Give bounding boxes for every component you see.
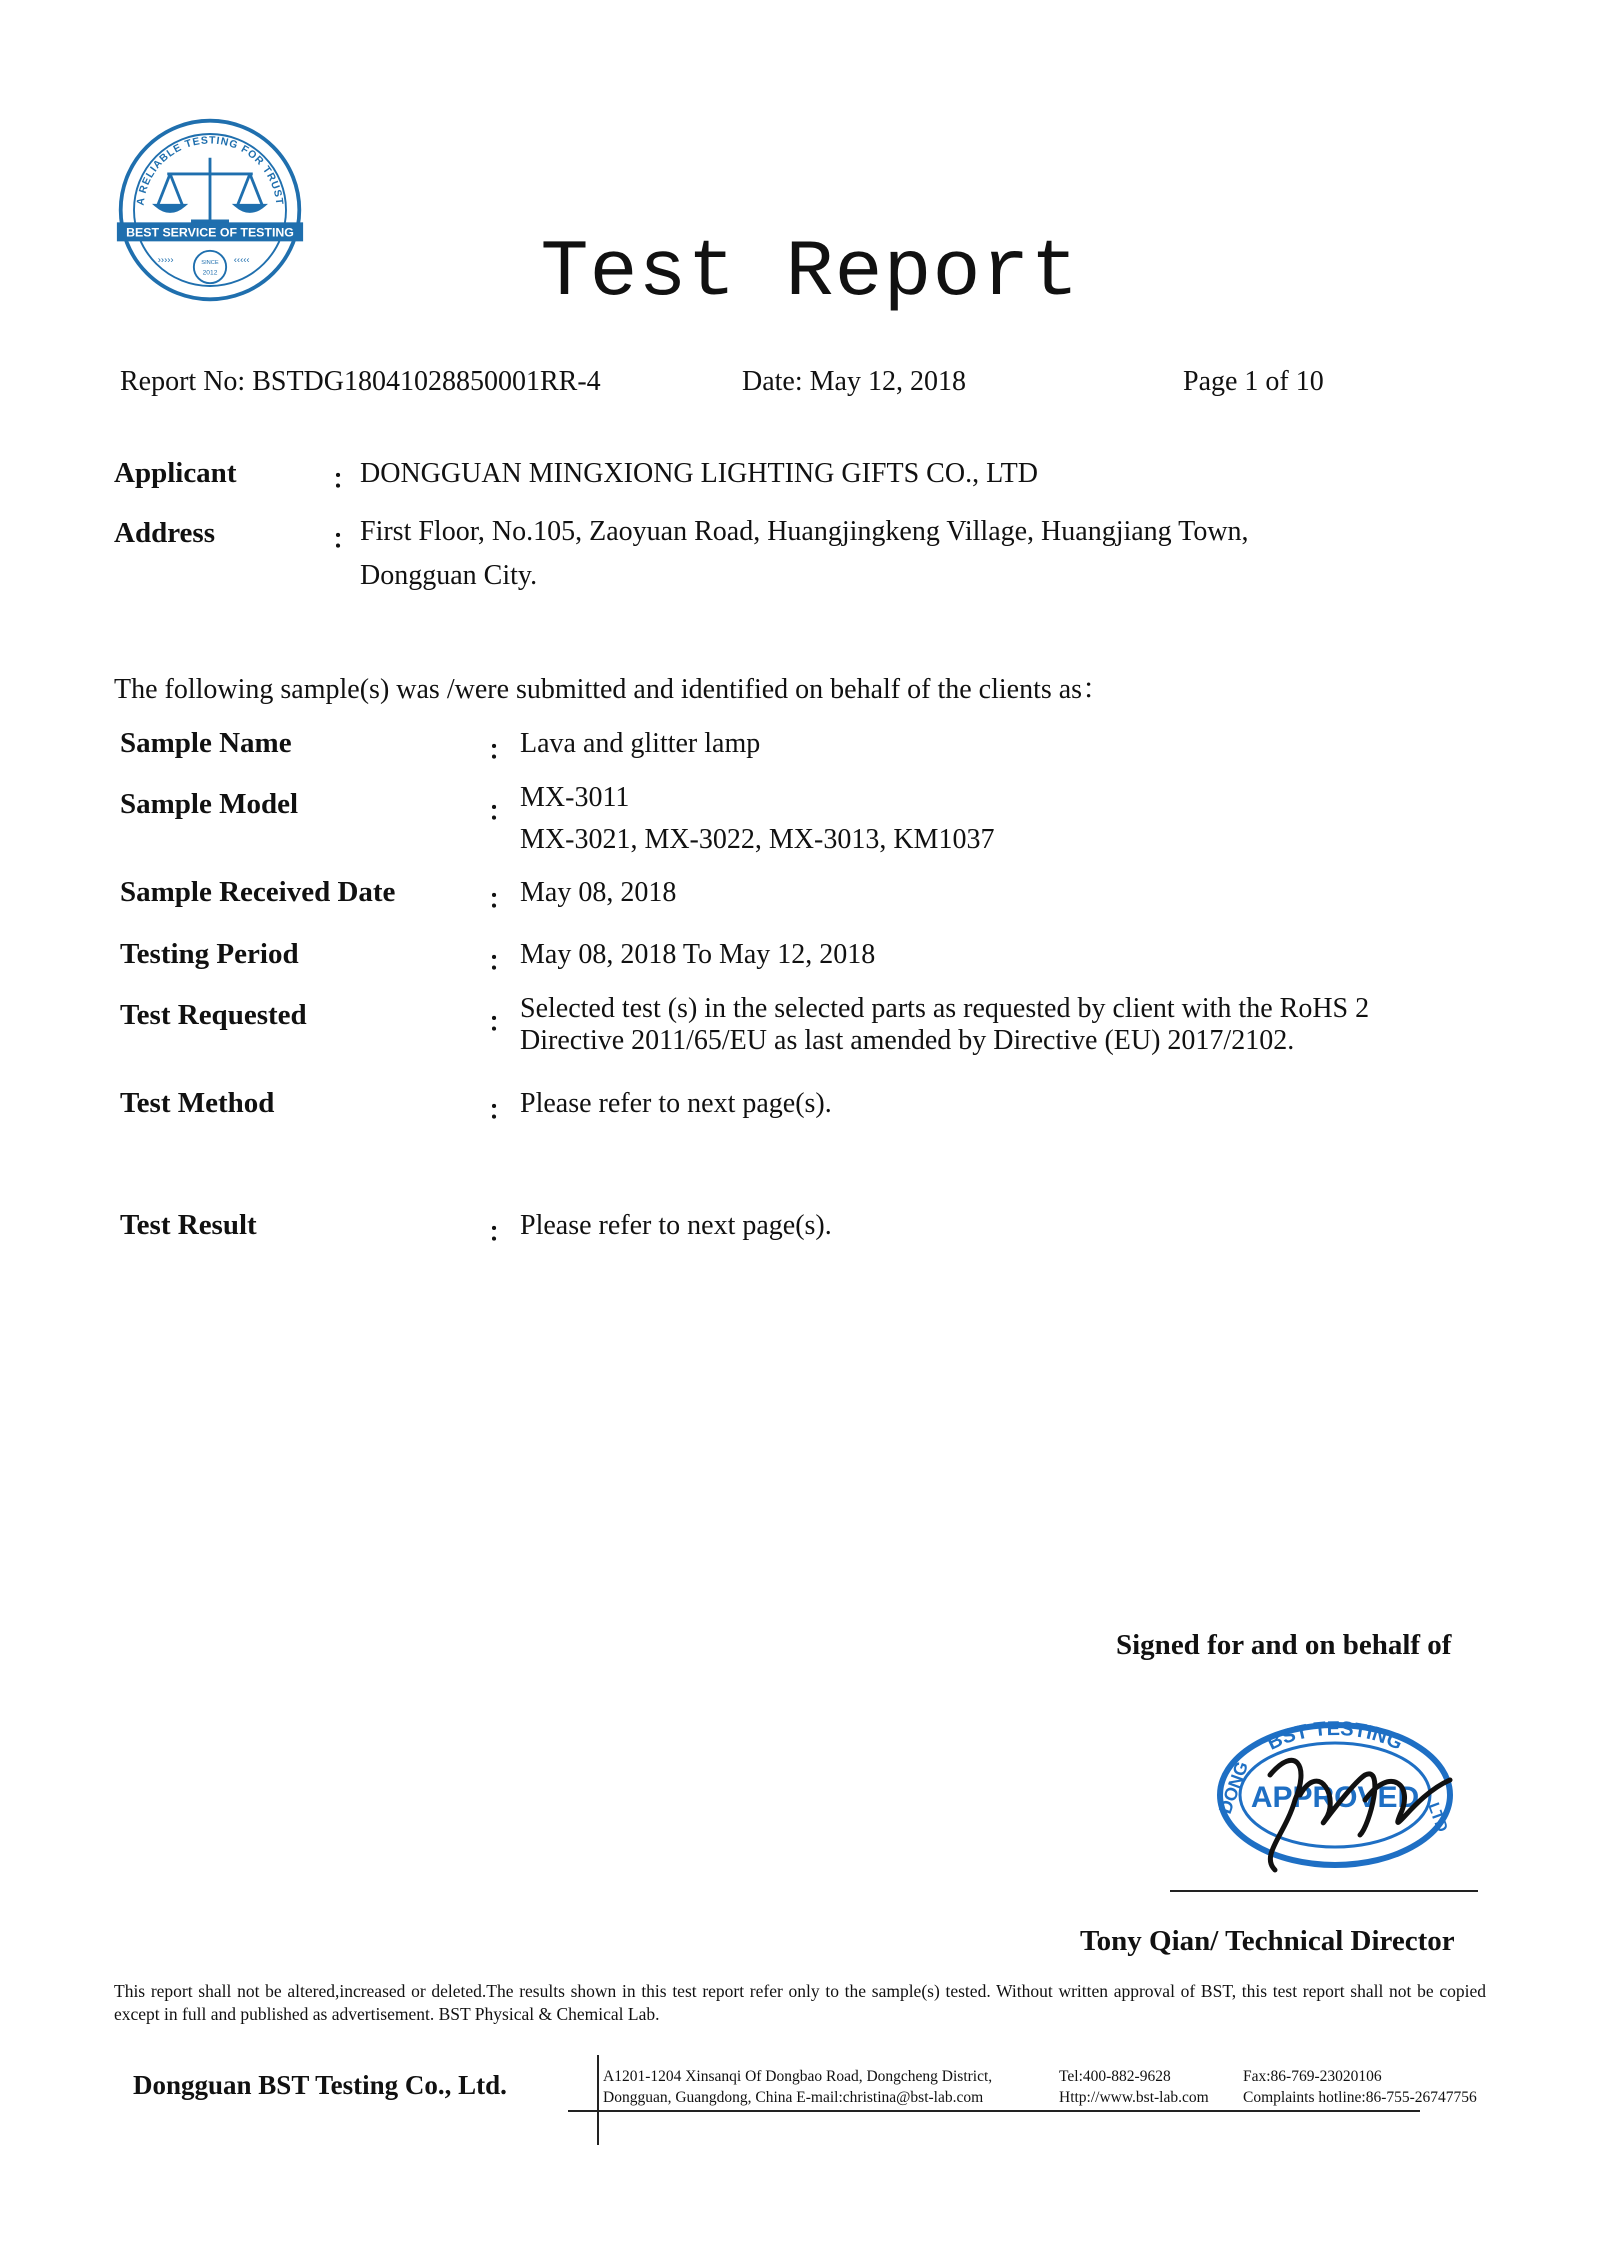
intro-text: The following sample(s) was /were submitted and identified on behalf of the clients as：: [114, 674, 1111, 705]
footer-contact: [1059, 2066, 1209, 2108]
footer-vertical-divider: [597, 2055, 599, 2145]
report-number: Report No: BSTDG18041028850001RR-4: [120, 366, 601, 397]
sample-name-label: Sample Name: [120, 727, 292, 759]
svg-text:SINCE: SINCE: [201, 260, 219, 267]
testing-period-colon: ：: [488, 947, 515, 976]
svg-text:DONG: DONG: [1214, 1758, 1253, 1817]
test-requested-colon: ：: [488, 1008, 515, 1037]
footer-fax-hotline: [1243, 2066, 1477, 2108]
report-date: Date: May 12, 2018: [742, 366, 966, 397]
test-method-label: Test Method: [120, 1087, 275, 1119]
footer-company-name: Dongguan BST Testing Co., Ltd.: [133, 2070, 507, 2100]
address-value: [360, 510, 1360, 598]
address-colon: ：: [332, 525, 359, 554]
test-result-value: Please refer to next page(s).: [520, 1210, 832, 1241]
testing-period-label: Testing Period: [120, 938, 299, 970]
test-requested-line-1: Selected test (s) in the selected parts as requested by client with the RoHS 2: [520, 993, 1370, 1024]
test-requested-line-2: Directive 2011/65/EU as last amended by Directive (EU) 2017/2102.: [520, 1025, 1295, 1056]
footer-fax: Fax:86-769-23020106: [1243, 2068, 1382, 2085]
signatory-name: Tony Qian/ Technical Director: [1080, 1925, 1455, 1957]
disclaimer-text: This report shall not be altered,increased or deleted.The results shown in this test report refer only to the sample(s) tested. Without written approval of BST, this test report shall not be copied except in full and published as advertisement. BST Physical & Chemical Lab.: [114, 1981, 1486, 2024]
sample-model-line-2: MX-3021, MX-3022, MX-3013, KM1037: [520, 824, 995, 855]
applicant-colon: ：: [332, 465, 359, 494]
svg-text:BST TESTING: BST TESTING: [1263, 1717, 1407, 1755]
svg-text:‹‹‹‹‹: ‹‹‹‹‹: [233, 254, 250, 266]
page-number: Page 1 of 10: [1183, 366, 1324, 397]
address-line-2: Dongguan City.: [360, 560, 538, 591]
svg-text:LTD: LTD: [1424, 1800, 1451, 1835]
applicant-label: Applicant: [114, 457, 237, 489]
footer-web: Http://www.bst-lab.com: [1059, 2089, 1209, 2106]
sample-name-value: Lava and glitter lamp: [520, 728, 761, 759]
sample-model-label: Sample Model: [120, 788, 299, 820]
footer-address: [603, 2066, 992, 2108]
test-requested-label: Test Requested: [120, 999, 307, 1031]
received-date-colon: ：: [488, 885, 515, 914]
footer-address-line-1: A1201-1204 Xinsanqi Of Dongbao Road, Dongcheng District,: [603, 2068, 993, 2085]
svg-text:›››››: ›››››: [157, 254, 174, 266]
signature-line: [1170, 1890, 1478, 1892]
footer-address-line-2: Dongguan, Guangdong, China E-mail:christina@bst-lab.com: [603, 2089, 984, 2106]
footer-tel: Tel:400-882-9628: [1059, 2068, 1171, 2085]
sample-model-line-1: MX-3011: [520, 782, 630, 813]
test-method-colon: ：: [488, 1096, 515, 1125]
signed-for-label: Signed for and on behalf of: [1116, 1629, 1452, 1661]
sample-model-colon: ：: [488, 797, 515, 826]
received-date-label: Sample Received Date: [120, 876, 396, 908]
sample-model-value: [520, 777, 1480, 861]
footer-horizontal-divider: [568, 2110, 1420, 2112]
test-requested-value: [520, 993, 1480, 1057]
svg-text:2012: 2012: [202, 269, 218, 277]
svg-text:APPROVED: APPROVED: [1250, 1781, 1420, 1814]
sample-name-colon: ：: [488, 736, 515, 765]
received-date-value: May 08, 2018: [520, 877, 677, 908]
test-result-colon: ：: [488, 1218, 515, 1247]
svg-text:A RELIABLE TESTING FOR TRUST: A RELIABLE TESTING FOR TRUST: [135, 135, 285, 207]
test-method-value: Please refer to next page(s).: [520, 1088, 832, 1119]
test-result-label: Test Result: [120, 1209, 257, 1241]
footer-hotline: Complaints hotline:86-755-26747756: [1243, 2089, 1477, 2106]
testing-period-value: May 08, 2018 To May 12, 2018: [520, 939, 876, 970]
svg-text:BEST SERVICE OF TESTING: BEST SERVICE OF TESTING: [126, 225, 294, 240]
approved-stamp: [1200, 1705, 1470, 1875]
page-title: Test Report: [540, 228, 1080, 319]
address-line-1: First Floor, No.105, Zaoyuan Road, Huangjingkeng Village, Huangjiang Town,: [360, 516, 1249, 547]
address-label: Address: [114, 517, 215, 549]
applicant-value: DONGGUAN MINGXIONG LIGHTING GIFTS CO., LTD: [360, 458, 1038, 489]
